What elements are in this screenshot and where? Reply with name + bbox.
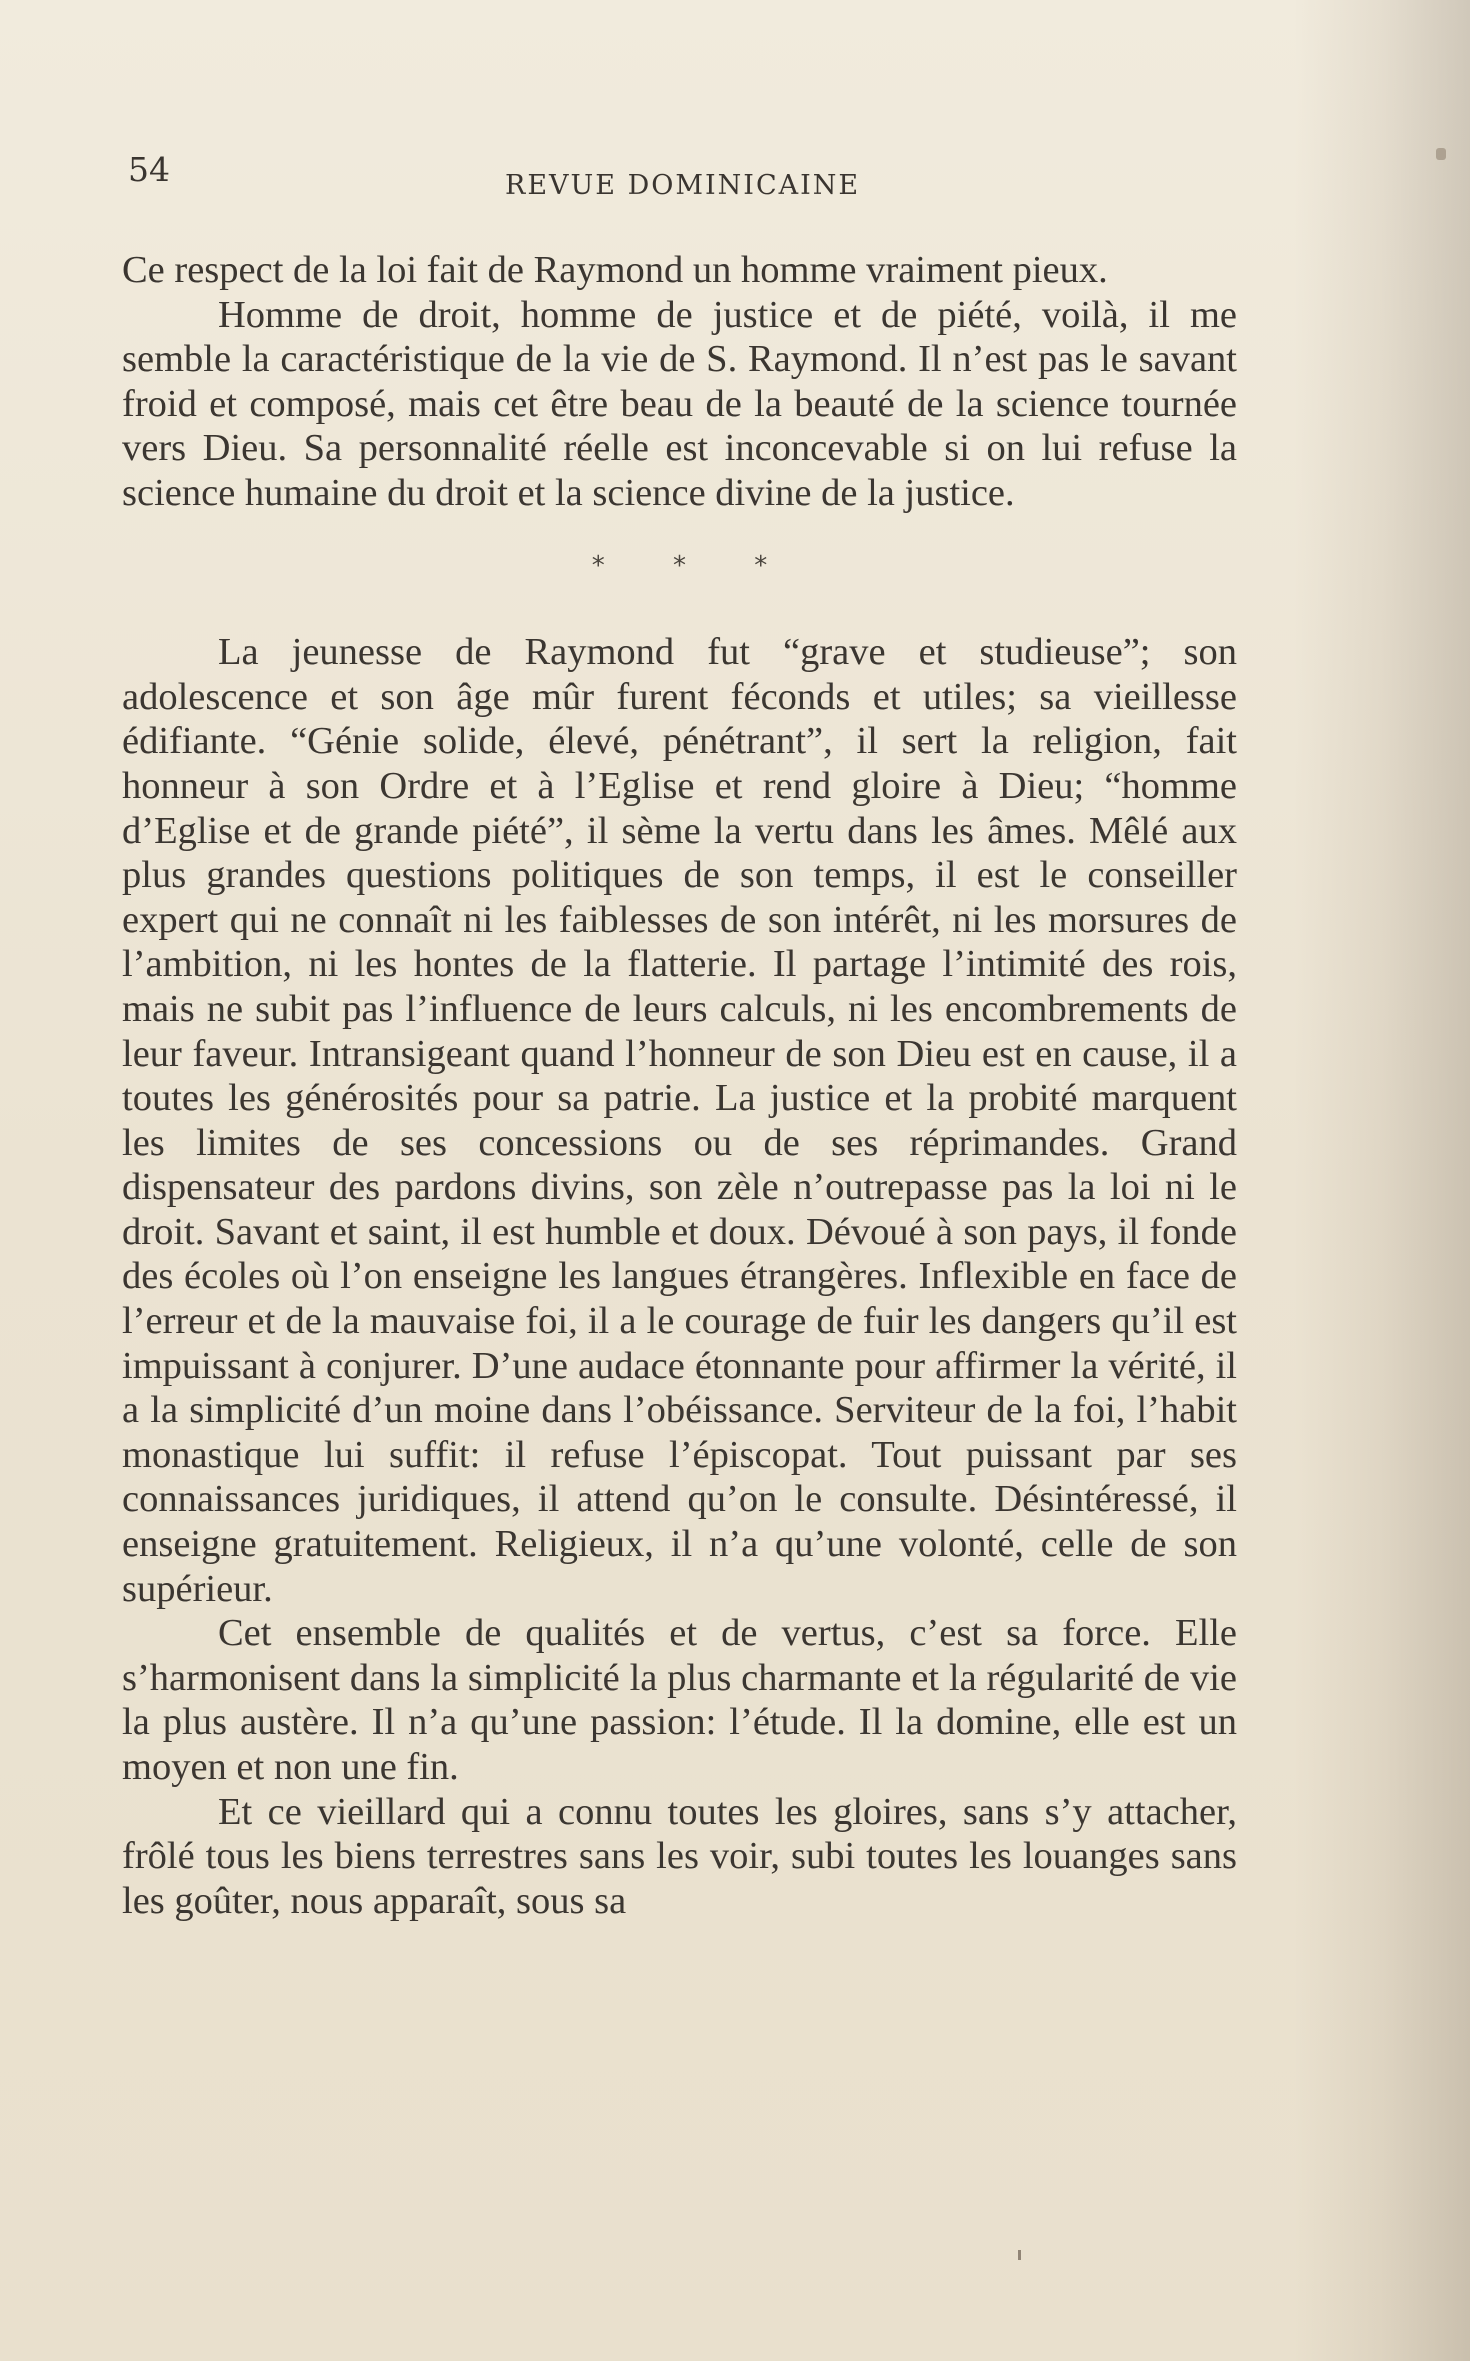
paragraph-1: Ce respect de la loi fait de Raymond un homme vraiment pieux. <box>122 249 1108 291</box>
paragraph-2: Homme de droit, homme de justice et de piété, voilà, il me semble la caractéristique de la vie de S. Raymond. Il n’est pas le savant froid et composé, mais cet être beau de la beauté de la science tournée vers Dieu. Sa personnalité réelle est inconcevable si on lui refuse la science humaine du droit et la science divine de la justice. <box>122 293 1237 514</box>
paragraph-3: La jeunesse de Raymond fut “grave et studieuse”; son adolescence et son âge mûr furent féconds et utiles; sa vieillesse édifiante. “Génie solide, élevé, pénétrant”, il sert la religion, fait honneur à son Ordre et à l’Eglise et rend gloire à Dieu; “homme d’Eglise et de grande piété”, il sème la vertu dans les âmes. Mêlé aux plus grandes questions politiques de son temps, il est le conseiller expert qui ne connaît ni les faiblesses de son intérêt, ni les morsures de l’ambition, ni les hontes de la flatterie. Il partage l’intimité des rois, mais ne subit pas l’influence de leurs calculs, ni les encombrements de leur faveur. Intransigeant quand l’honneur de son Dieu est en cause, il a toutes les générosités pour sa patrie. La justice et la probité marquent les limites de ses concessions ou de ses réprimandes. Grand dispensateur des pardons divins, son zèle n’outrepasse pas la loi ni le droit. Savant et saint, il est humble et doux. Dévoué à son pays, il fonde des écoles où l’on enseigne les langues étrangères. Inflexible en face de l’erreur et de la mauvaise foi, il a le courage de fuir les dangers qu’il est impuissant à conjurer. D’une audace étonnante pour affirmer la vérité, il a la simplicité d’un moine dans l’obéissance. Serviteur de la foi, l’habit monastique lui suffit: il refuse l’épiscopat. Tout puissant par ses connaissances juridiques, il attend qu’on le consulte. Désintéressé, il enseigne gratuitement. Religieux, il n’a qu’une volonté, celle de son supérieur. <box>122 631 1237 1610</box>
paper-speck <box>1018 2250 1021 2260</box>
page-number: 54 <box>128 150 170 189</box>
running-title: REVUE DOMINICAINE <box>505 170 861 201</box>
paragraph-5: Et ce vieillard qui a connu toutes les gloires, sans s’y attacher, frôlé tous les biens terrestres sans les voir, subi toutes les louanges sans les goûter, nous apparaît, sous sa <box>122 1790 1237 1922</box>
page-edge-mark <box>1436 148 1446 160</box>
body-text <box>122 248 1237 1923</box>
section-separator: * * * <box>591 550 798 581</box>
paragraph-4: Cet ensemble de qualités et de vertus, c’est sa force. Elle s’harmonisent dans la simplicité la plus charmante et la régularité de vie la plus austère. Il n’a qu’une passion: l’étude. Il la domine, elle est un moyen et non une fin. <box>122 1612 1237 1788</box>
